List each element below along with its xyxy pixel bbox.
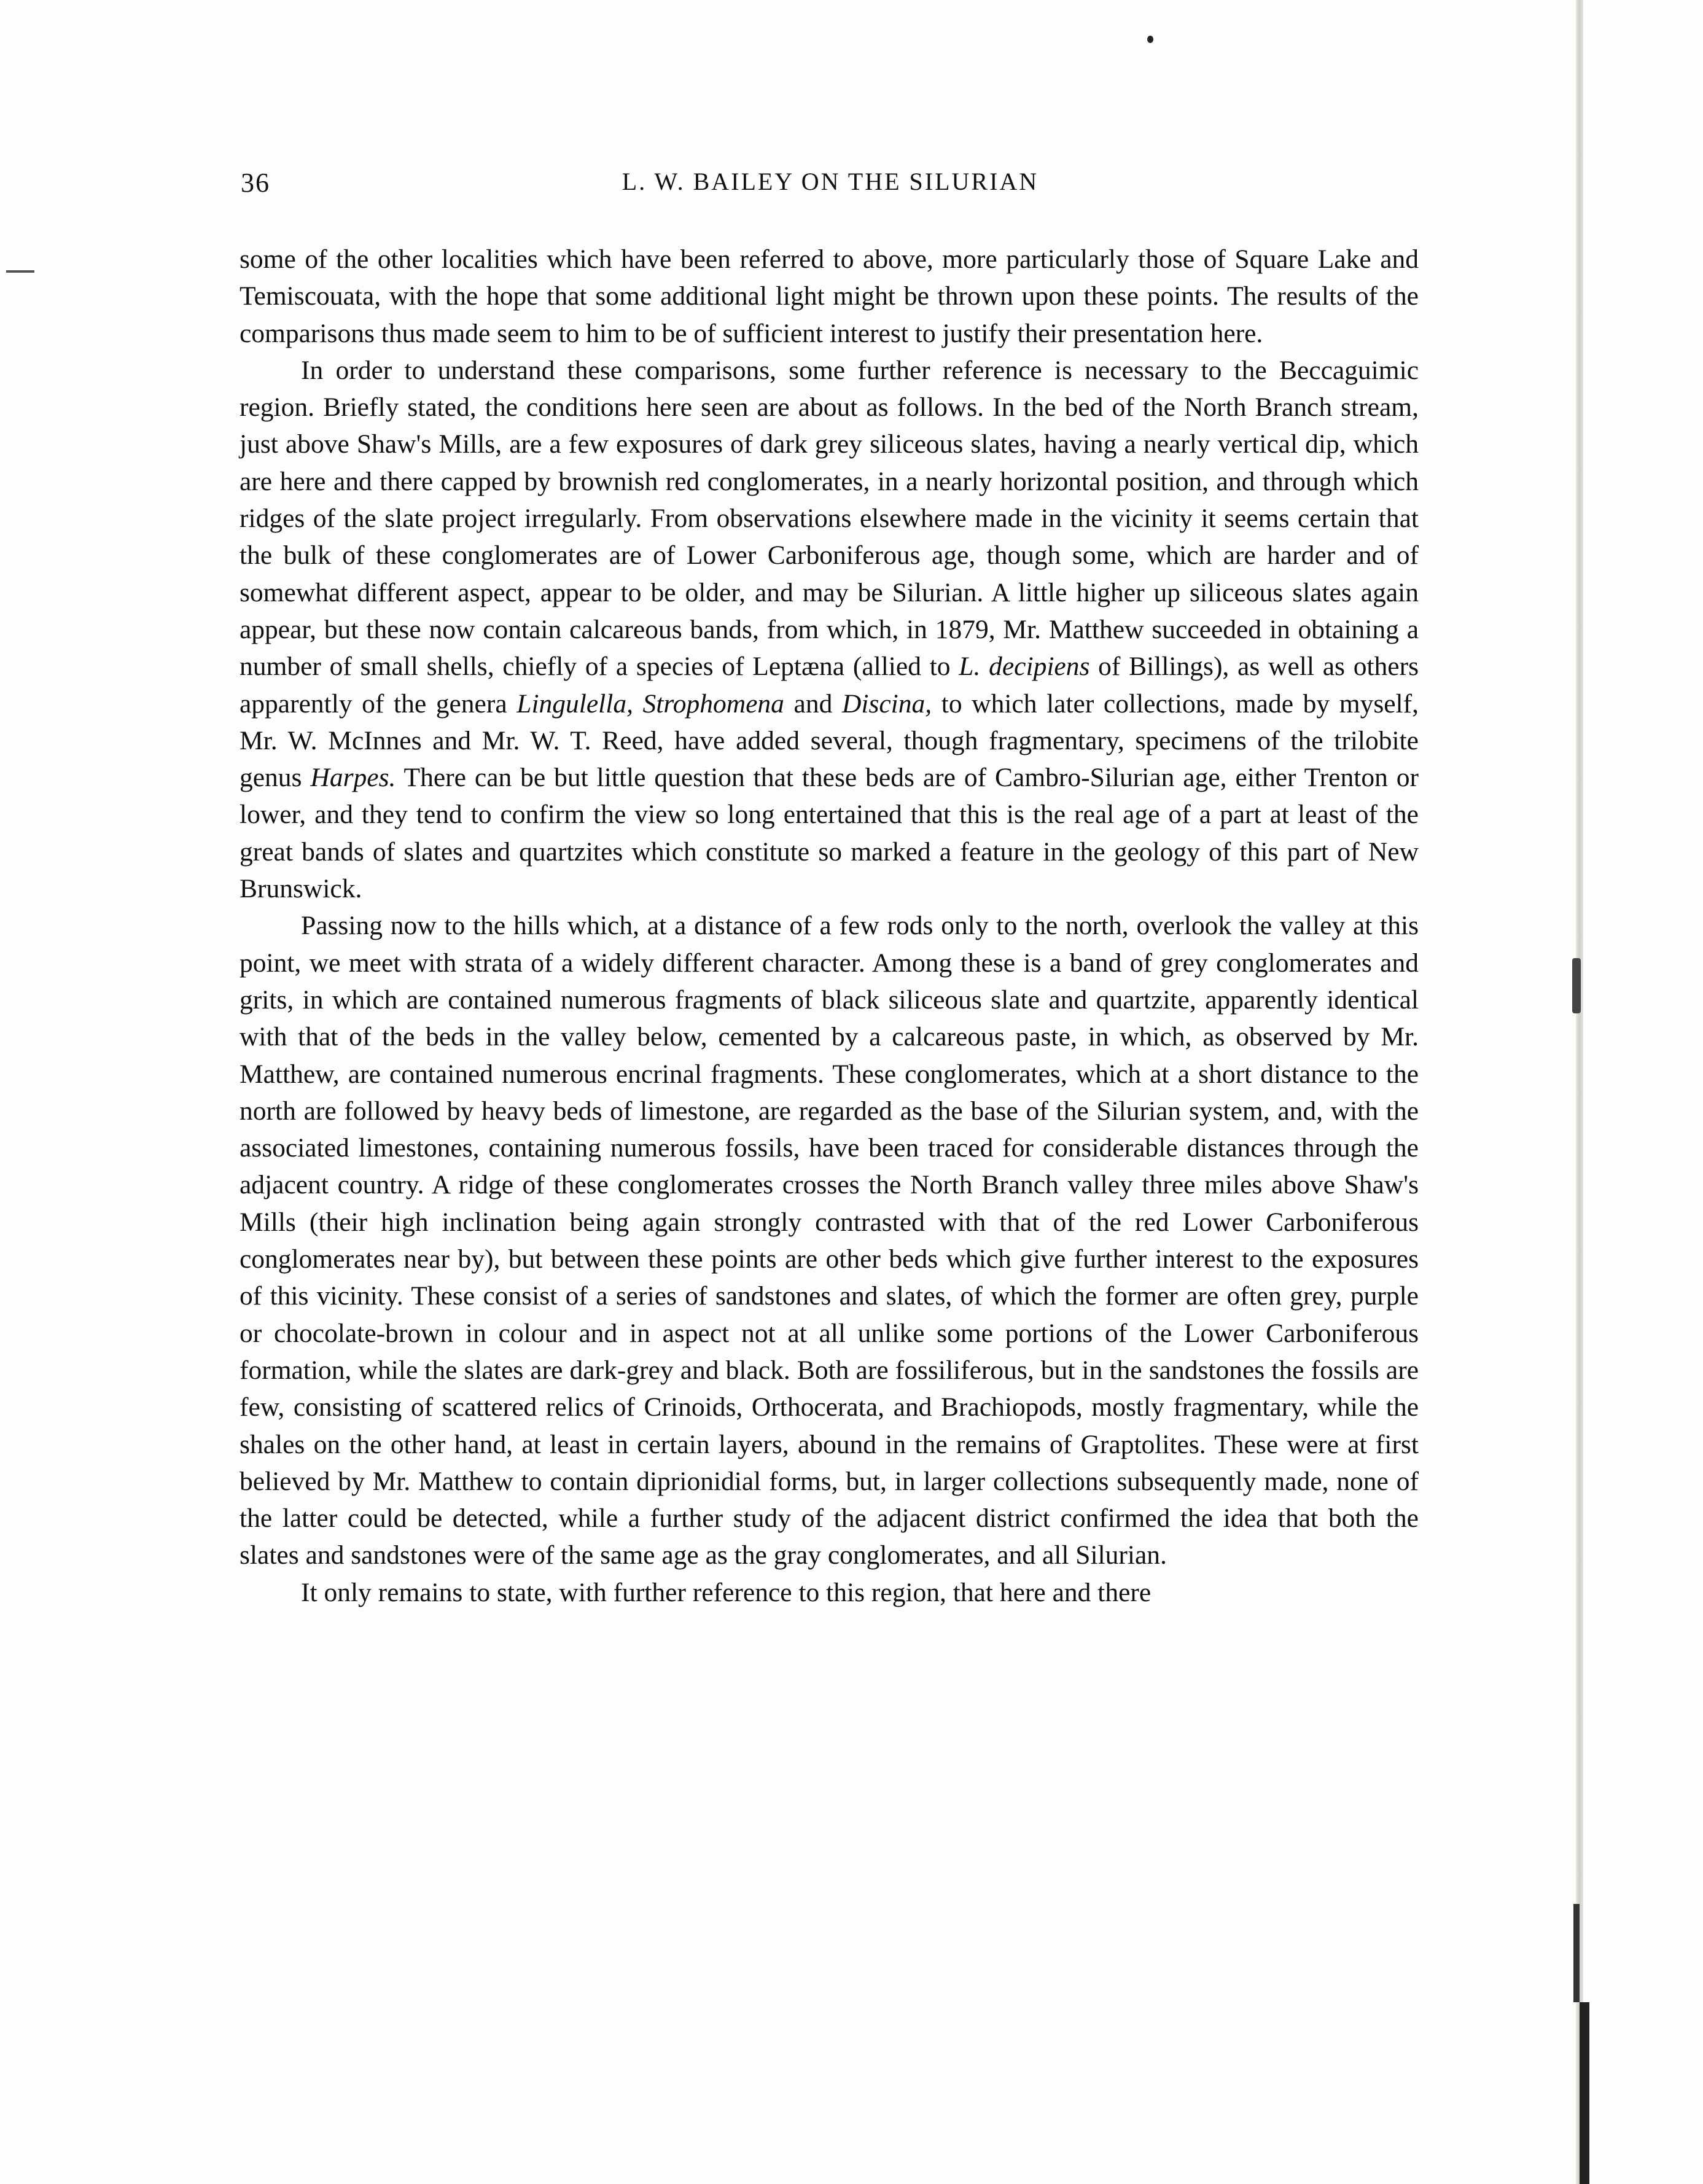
running-head: L. W. BAILEY ON THE SILURIAN — [622, 168, 1039, 195]
binding-mark — [1572, 958, 1581, 1013]
text-run: It only remains to state, with further reference to this region, that here and there — [301, 1577, 1152, 1607]
text-run: There can be but little question that these beds are of Cambro-Silurian age, either Trenton or lower, and they tend to confirm the view so long entertained that this is the real age of a part at least of the great bands of slates and quartzites which constitute so marked a feature in the geology of this part of New Brunswick. — [240, 763, 1419, 904]
text-run: some of the other localities which have been referred to above, more particularly those of Square Lake and Temiscouata, with the hope that some additional light might be thrown upon these points. The results of the comparisons thus made seem to him to be of sufficient interest to justify their presentation here. — [240, 244, 1419, 348]
page-header — [241, 167, 1420, 210]
text-run: of Billings), as well as others apparently of the genera — [240, 652, 1419, 719]
text-run: to which later collections, made by myself, Mr. W. McInnes and Mr. W. T. Reed, have added several, though fragmentary, specimens of the trilobite genus — [240, 688, 1419, 793]
italic-term: Lingulella, Strophomena — [516, 688, 784, 719]
paragraph — [240, 352, 1419, 907]
paragraph — [240, 907, 1419, 1574]
body-text — [240, 241, 1419, 1611]
binding-mark — [1580, 2002, 1589, 2184]
italic-term: Discina, — [841, 688, 932, 719]
text-run: In order to understand these comparisons, some further reference is necessary to the Beccaguimic region. Briefly stated, the conditions here seen are about as follows. In the bed of the North Branch stream, just above Shaw's Mills, are a few exposures of dark grey siliceous slates, having a nearly vertical dip, which are here and there capped by brownish red conglomerates, in a nearly horizontal position, and through which ridges of the slate project irregularly. From observations elsewhere made in the vicinity it seems certain that the bulk of these conglomerates are of Lower Carboniferous age, though some, which are harder and of somewhat different aspect, appear to be older, and may be Silurian. A little higher up siliceous slates again appear, but these now contain calcareous bands, from which, in 1879, Mr. Matthew succeeded in obtaining a number of small shells, chiefly of a species of Leptæna (allied to — [240, 355, 1419, 682]
text-run: Passing now to the hills which, at a distance of a few rods only to the north, overlook the valley at this point, we meet with strata of a widely different character. Among these is a band of grey conglomerates and grits, in which are contained numerous fragments of black siliceous slate and quartzite, apparently identical with that of the beds in the valley below, cemented by a calcareous paste, in which, as observed by Mr. Matthew, are contained numerous encrinal fragments. These conglomerates, which at a short distance to the north are followed by heavy beds of limestone, are regarded as the base of the Silurian system, and, with the associated limestones, containing numerous fossils, have been traced for considerable distances through the adjacent country. A ridge of these conglomerates crosses the North Branch valley three miles above Shaw's Mills (their high inclination being again strongly contrasted with that of the red Lower Carboniferous conglomerates near by), but between these points are other beds which give further interest to the exposures of this vicinity. These consist of a series of sandstones and slates, of which the former are often grey, purple or chocolate-brown in colour and in aspect not at all unlike some portions of the Lower Carboniferous formation, while the slates are dark-grey and black. Both are fossiliferous, but in the sandstones the fossils are few, consisting of scattered relics of Crinoids, Orthocerata, and Brachiopods, mostly fragmentary, while the shales on the other hand, at least in certain layers, abound in the remains of Graptolites. These were at first believed by Mr. Matthew to contain diprionidial forms, but, in larger collections subsequently made, none of the latter could be detected, while a further study of the adjacent district confirmed the idea that both the slates and sandstones were of the same age as the gray conglomerates, and all Silurian. — [240, 911, 1419, 1570]
text-run: and — [784, 688, 842, 719]
binding-mark — [1573, 1904, 1580, 2002]
italic-term: Harpes. — [310, 763, 396, 793]
italic-term: L. decipiens — [959, 652, 1090, 682]
page-edge-shadow — [1576, 0, 1583, 2184]
paragraph — [240, 241, 1419, 352]
page-number: 36 — [241, 168, 270, 198]
ink-speck — [1147, 36, 1153, 43]
paragraph — [240, 1574, 1419, 1611]
margin-mark — [6, 270, 34, 273]
